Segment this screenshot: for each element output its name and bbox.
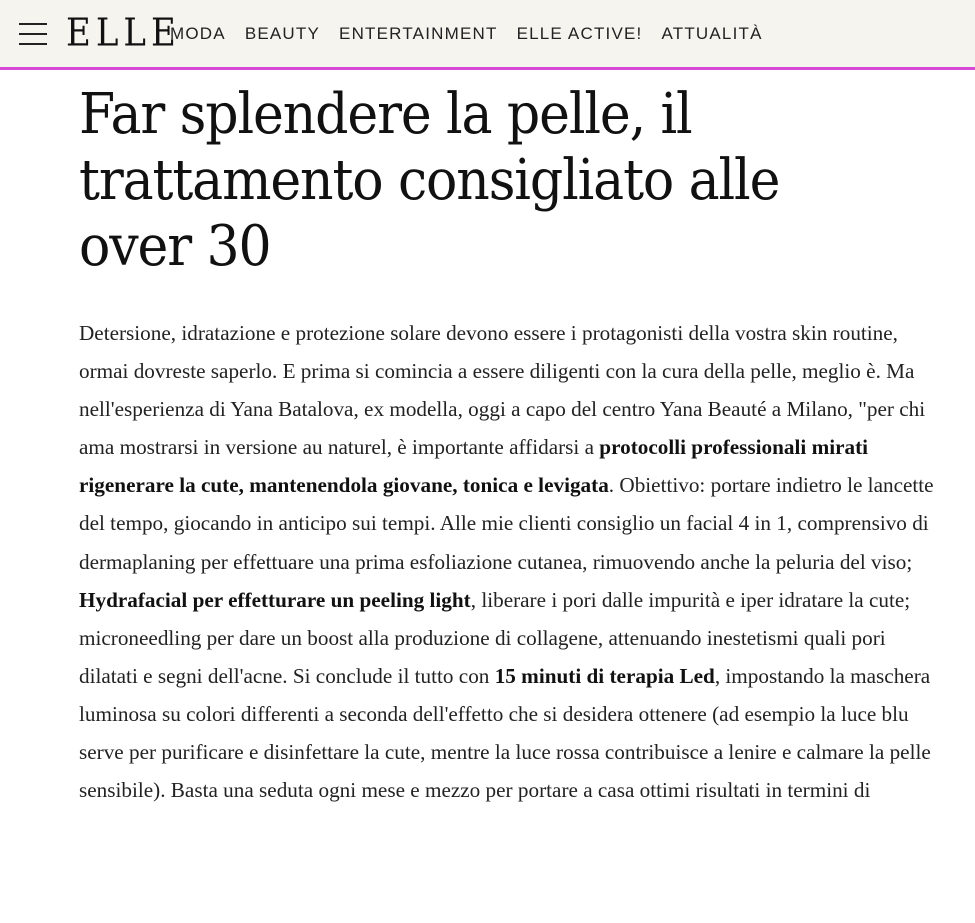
nav-item-moda[interactable]: MODA bbox=[170, 24, 226, 43]
article-bold-text: Hydrafacial per effetturare un peeling light bbox=[79, 587, 471, 612]
article-text: . Obiettivo: portare indietro le lancette del tempo, giocando in anticipo sui tempi. Alle mie clienti consiglio un facial 4 in 1, comprensivo di dermaplaning per effettuare una prima esfoliazione cutanea, rimuovendo anche la peluria del viso; bbox=[79, 473, 934, 574]
elle-logo[interactable]: ELLE bbox=[66, 10, 181, 56]
main-nav bbox=[170, 24, 763, 44]
menu-icon-line bbox=[19, 33, 47, 35]
article-bold-text: protocolli professionali mirati rigenerare la cute, mantenendola giovane, tonica e levigata bbox=[79, 435, 869, 498]
article-body bbox=[79, 314, 941, 809]
nav-item-entertainment[interactable]: ENTERTAINMENT bbox=[339, 24, 498, 43]
article-text: , impostando la maschera luminosa su colori differenti a seconda dell'effetto che si desidera ottenere (ad esempio la luce blu serve per purificare e disinfettare la cute, mentre la luce rossa contribuisce a lenire e calmare la pelle sensibile). Basta una seduta ogni mese e mezzo per portare a casa ottimi risultati in termini di bbox=[79, 663, 931, 803]
article-bold-text: 15 minuti di terapia Led bbox=[494, 663, 715, 688]
nav-item-elle-active[interactable]: ELLE ACTIVE! bbox=[516, 24, 643, 43]
menu-icon[interactable] bbox=[19, 21, 47, 47]
menu-icon-line bbox=[19, 23, 47, 25]
article-title: Far splendere la pelle, il trattamento consigliato alle over 30 bbox=[79, 82, 780, 279]
menu-icon-line bbox=[19, 43, 47, 45]
nav-item-beauty[interactable]: BEAUTY bbox=[244, 24, 321, 43]
site-header bbox=[0, 0, 975, 70]
article-text: , liberare i pori dalle impurità e iper idratare la cute; microneedling per dare un boost alla produzione di collagene, attenuando inestetismi quali pori dilatati e segni dell'acne. Si conclude il tutto con bbox=[79, 587, 911, 688]
nav-item-attualita[interactable]: ATTUALITÀ bbox=[661, 24, 763, 43]
article-text: Detersione, idratazione e protezione solare devono essere i protagonisti della vostra skin routine, ormai dovreste saperlo. E prima si comincia a essere diligenti con la cura della pelle, meglio è. Ma nell'esperienza di Yana Batalova, ex modella, oggi a capo del centro Yana Beauté a Milano, "per chi ama mostrarsi in versione au naturel, è importante affidarsi a bbox=[79, 321, 926, 460]
